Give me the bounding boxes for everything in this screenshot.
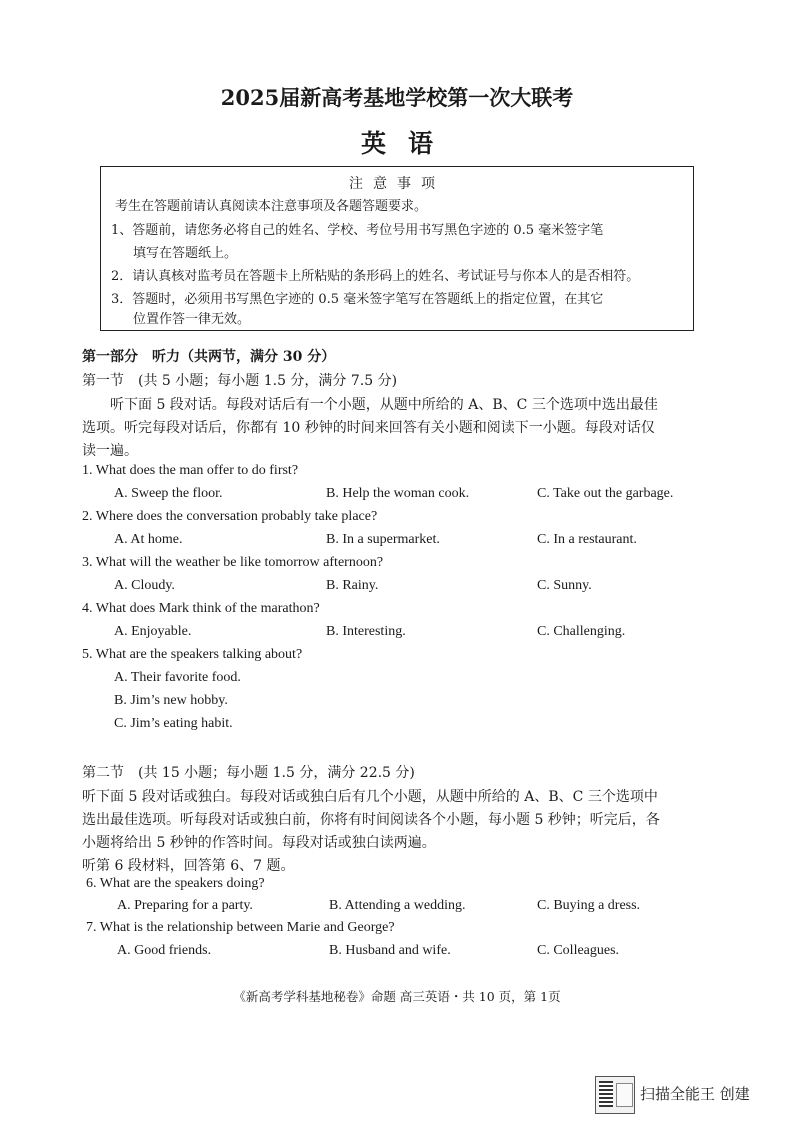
scanner-app-logo-icon	[595, 1076, 635, 1114]
option-c: C. Jim’s eating habit.	[114, 716, 233, 731]
option-a: A. Cloudy.	[114, 578, 175, 593]
notice-item-3: 3．答题时，必须用书写黑色字迹的 0.5 毫米签字笔写在答题纸上的指定位置，在其它	[111, 292, 604, 307]
option-c: C. Challenging.	[537, 624, 626, 639]
notice-item-3-cont: 位置作答一律无效。	[133, 312, 251, 327]
question-stem: 1. What does the man offer to do first?	[82, 463, 299, 478]
page-footer: 《新高考学科基地秘卷》命题 高三英语・共 10 页，第 1页	[233, 989, 561, 1004]
option-a: A. Their favorite food.	[114, 670, 241, 685]
question-stem: 4. What does Mark think of the marathon?	[82, 601, 320, 616]
section1-instruction-line: 听下面 5 段对话。每段对话后有一个小题，从题中所给的 A、B、C 三个选项中选出最佳	[110, 397, 658, 413]
subject-title: 英语	[360, 129, 455, 158]
section2-instruction-line: 选出最佳选项。听每段对话或独白前，你将有时间阅读各个小题，每小题 5 秒钟；听完后，各	[82, 812, 660, 828]
option-a: A. Preparing for a party.	[117, 898, 253, 913]
notice-item-1-cont: 填写在答题纸上。	[133, 246, 238, 261]
option-b: B. Help the woman cook.	[326, 486, 470, 501]
section1-heading: 第一节 (共 5 小题；每小题 1.5 分，满分 7.5 分)	[82, 373, 398, 389]
section2-instruction-line: 听下面 5 段对话或独白。每段对话或独白后有几个小题，从题中所给的 A、B、C 三个选项中	[82, 789, 658, 805]
question-stem: 6. What are the speakers doing?	[86, 876, 265, 891]
option-b: B. Rainy.	[326, 578, 379, 593]
option-b: B. Interesting.	[326, 624, 406, 639]
option-a: A. Sweep the floor.	[114, 486, 223, 501]
option-c: C. Colleagues.	[537, 943, 620, 958]
option-b: B. Attending a wedding.	[329, 898, 466, 913]
question-stem: 3. What will the weather be like tomorrow afternoon?	[82, 555, 384, 570]
option-c: C. Buying a dress.	[537, 898, 641, 913]
exam-title: 2025届新高考基地学校第一次大联考	[220, 85, 574, 110]
section2-heading: 第二节 (共 15 小题；每小题 1.5 分，满分 22.5 分)	[82, 765, 415, 781]
option-a: A. Good friends.	[117, 943, 212, 958]
notice-box	[100, 166, 694, 331]
question-stem: 7. What is the relationship between Marie and George?	[86, 920, 395, 935]
material-note: 听第 6 段材料，回答第 6、7 题。	[82, 858, 295, 874]
option-a: A. At home.	[114, 532, 183, 547]
section1-instruction-line: 选项。听完每段对话后，你都有 10 秒钟的时间来回答有关小题和阅读下一小题。每段对话仅	[82, 420, 655, 436]
option-b: B. Jim’s new hobby.	[114, 693, 228, 708]
notice-intro: 考生在答题前请认真阅读本注意事项及各题答题要求。	[115, 199, 428, 214]
option-b: B. Husband and wife.	[329, 943, 451, 958]
question-stem: 2. Where does the conversation probably take place?	[82, 509, 378, 524]
option-c: C. Take out the garbage.	[537, 486, 674, 501]
part1-heading: 第一部分 听力（共两节，满分 30 分）	[82, 349, 336, 365]
notice-item-2: 2．请认真核对监考员在答题卡上所粘贴的条形码上的姓名、考试证号与你本人的是否相符。	[111, 269, 640, 284]
notice-heading: 注意事项	[349, 176, 445, 192]
option-a: A. Enjoyable.	[114, 624, 192, 639]
option-c: C. Sunny.	[537, 578, 592, 593]
section2-instruction-line: 小题将给出 5 秒钟的作答时间。每段对话或独白读两遍。	[82, 835, 436, 851]
notice-item-1: 1、答题前，请您务必将自己的姓名、学校、考位号用书写黑色字迹的 0.5 毫米签字笔	[111, 223, 604, 238]
watermark-text: 扫描全能王 创建	[640, 1085, 750, 1103]
option-b: B. In a supermarket.	[326, 532, 440, 547]
option-c: C. In a restaurant.	[537, 532, 637, 547]
question-stem: 5. What are the speakers talking about?	[82, 647, 303, 662]
section1-instruction-line: 读一遍。	[82, 443, 138, 459]
